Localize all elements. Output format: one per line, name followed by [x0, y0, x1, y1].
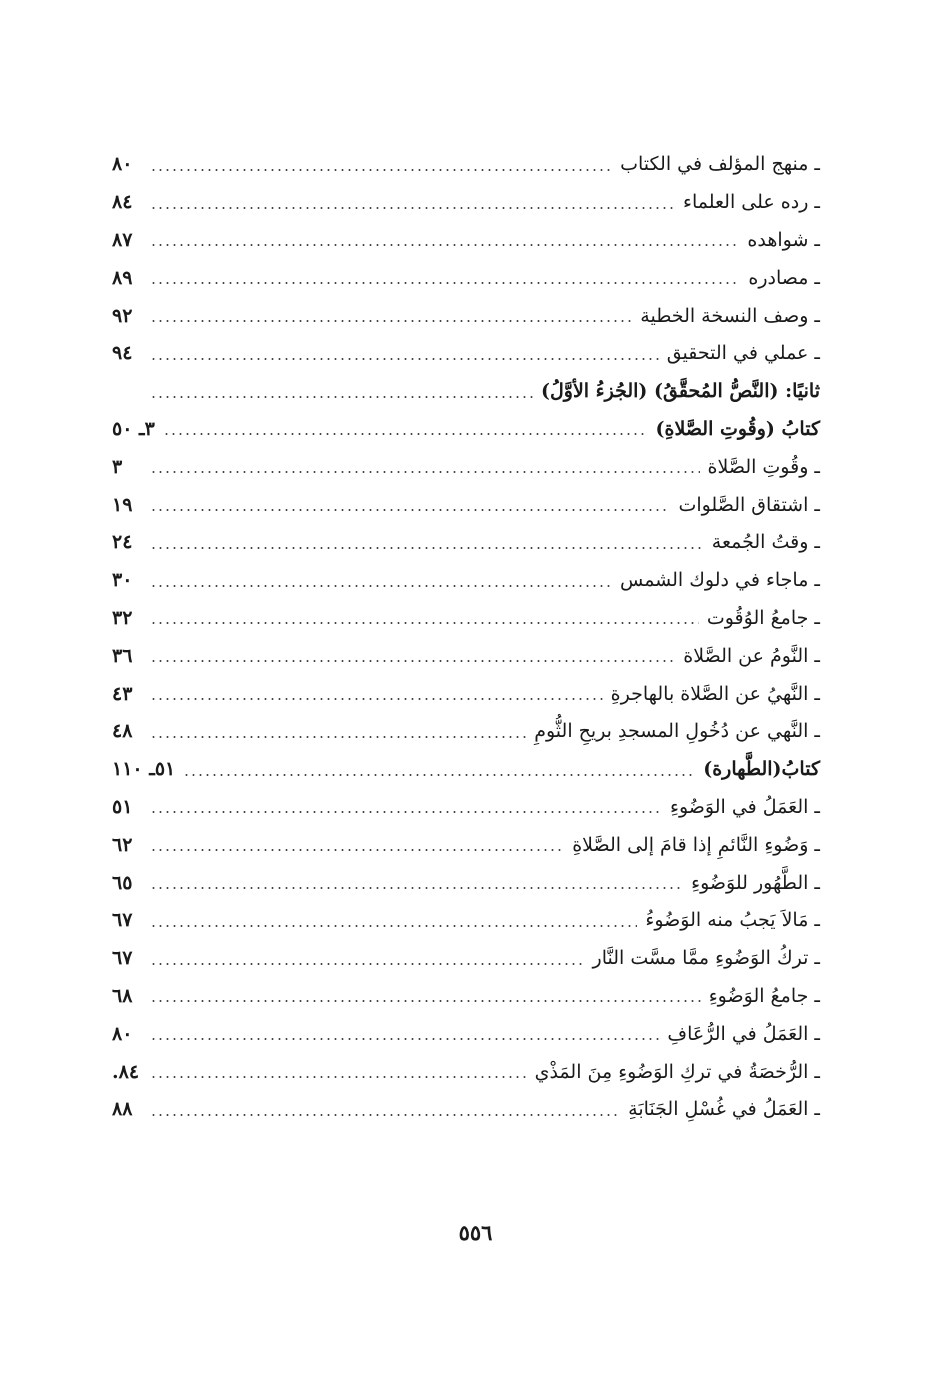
dot-leader	[150, 547, 704, 549]
dot-leader	[150, 887, 683, 889]
toc-entry	[112, 486, 820, 524]
dot-leader	[150, 358, 659, 360]
toc-entry	[112, 675, 820, 713]
toc-entry	[112, 335, 820, 373]
toc-entry-page: ٨٤.	[112, 1060, 140, 1083]
toc-entry-title: ـ النَّهي عن دُخُولِ المسجدِ بريحِ الثُّومِ	[534, 720, 820, 743]
dot-leader	[150, 622, 699, 624]
dot-leader	[150, 282, 740, 284]
toc-entry-title: ـ وقتُ الجُمعة	[711, 531, 820, 554]
toc-entry-title: كتابُ (وقُوتِ الصَّلاةِ)	[655, 417, 820, 440]
dot-leader	[150, 1076, 527, 1078]
toc-entry-page: ٦٧	[112, 947, 133, 970]
toc-entry-page: ٨٠	[112, 153, 133, 176]
toc-entry	[112, 1015, 820, 1053]
toc-entry-page: ٦٧	[112, 909, 133, 932]
toc-entry-title: ـ تركُ الوَضُوءِ ممَّا مسَّت النَّار	[592, 947, 820, 970]
page-number: ٥٥٦	[458, 1220, 493, 1245]
dot-leader	[150, 736, 526, 738]
toc-entry-title: ـ رده على العلماء	[683, 191, 820, 214]
dot-leader	[183, 774, 695, 776]
toc-entry-page: ٣٠	[112, 569, 133, 592]
toc-entry-page: ٤٣	[112, 682, 133, 705]
toc-entry-title: ـ جامعُ الوَضُوءِ	[708, 984, 820, 1007]
toc-entry	[112, 826, 820, 864]
toc-entry-title: ـ عملي في التحقيق	[666, 342, 820, 365]
toc-entry-title: ـ العَمَلُ في الوَضُوءِ	[670, 795, 820, 818]
toc-entry-title: ـ الرُّخصَةُ في تركِ الوَضُوءِ مِنَ المَذْي	[534, 1060, 820, 1083]
table-of-contents	[112, 146, 820, 1129]
toc-entry	[112, 297, 820, 335]
toc-entry-title: ـ الطَّهُور للوَضُوءِ	[691, 871, 820, 894]
toc-entry-title: ـ ماجاء في دلوك الشمس	[619, 569, 820, 592]
toc-section-heading	[112, 373, 820, 411]
toc-entry-page: ٤٨	[112, 720, 133, 743]
toc-entry	[112, 222, 820, 260]
toc-entry-title: ـ اشتقاق الصَّلوات	[678, 493, 820, 516]
dot-leader	[150, 244, 739, 246]
toc-section-heading	[112, 751, 820, 789]
toc-entry-page: ٨٤	[112, 191, 133, 214]
toc-entry-page: ٩٢	[112, 304, 133, 327]
toc-entry-page: ٨٩	[112, 266, 133, 289]
dot-leader	[150, 585, 612, 587]
toc-entry-page: ٦٢	[112, 833, 133, 856]
toc-entry-title: ثانيًا: (النَّصُّ المُحقَّقُ) (الجُزءُ الأوَّلُ)	[540, 380, 820, 403]
toc-entry	[112, 1053, 820, 1091]
toc-entry	[112, 978, 820, 1016]
toc-entry-title: ـ وصف النسخة الخطية	[640, 304, 820, 327]
dot-leader	[150, 925, 637, 927]
dot-leader	[163, 433, 648, 435]
toc-entry	[112, 864, 820, 902]
toc-entry-page: ٣ـ ٥٠	[112, 417, 155, 440]
toc-entry	[112, 1091, 820, 1129]
dot-leader	[150, 811, 662, 813]
toc-entry-title: كتابُ(الطَّهارة)	[703, 758, 820, 781]
toc-entry-title: ـ وَضُوءِ النَّائمِ إذا قامَ إلى الصَّلاةِ	[572, 833, 820, 856]
toc-entry	[112, 600, 820, 638]
toc-entry-page: ٨٠	[112, 1022, 133, 1045]
toc-entry-page: ٢٤	[112, 531, 133, 554]
toc-entry-page: ٣٢	[112, 606, 133, 629]
toc-entry-page: ٦٨	[112, 984, 133, 1007]
toc-entry-title: ـ منهج المؤلف في الكتاب	[620, 153, 820, 176]
toc-entry-title: ـ مصادره	[748, 266, 820, 289]
dot-leader	[150, 963, 585, 965]
dot-leader	[150, 698, 603, 700]
dot-leader	[150, 169, 612, 171]
toc-entry-title: ـ النَّومُ عن الصَّلاة	[683, 644, 820, 667]
toc-entry-title: ـ وقُوتِ الصَّلاة	[707, 455, 820, 478]
toc-entry-title: ـ النَّهيُ عن الصَّلاة بالهاجرةِ	[610, 682, 820, 705]
dot-leader	[150, 320, 632, 322]
dot-leader	[150, 207, 675, 209]
toc-entry	[112, 448, 820, 486]
toc-entry	[112, 259, 820, 297]
toc-entry-page: ٨٨	[112, 1098, 133, 1121]
toc-entry	[112, 713, 820, 751]
toc-entry-page: ٦٥	[112, 871, 133, 894]
toc-entry	[112, 524, 820, 562]
toc-entry-title: ـ شواهده	[747, 228, 820, 251]
toc-entry-page: ٩٤	[112, 342, 133, 365]
toc-entry-title: ـ مَالاَ يَجبُ منه الوَضُوءُ	[645, 909, 820, 932]
dot-leader	[150, 1114, 620, 1116]
toc-entry-title: ـ العَمَلُ في غُسْلِ الجَنَابَةِ	[628, 1098, 820, 1121]
toc-section-heading	[112, 411, 820, 449]
toc-entry-title: ـ العَمَلُ في الرُّعَافِ	[667, 1022, 820, 1045]
toc-entry	[112, 902, 820, 940]
toc-entry	[112, 562, 820, 600]
dot-leader	[150, 849, 564, 851]
dot-leader	[150, 660, 675, 662]
toc-entry-page: ٥١ـ ١١٠	[112, 758, 176, 781]
dot-leader	[150, 509, 670, 511]
toc-entry	[112, 789, 820, 827]
dot-leader	[150, 396, 533, 398]
toc-entry	[112, 940, 820, 978]
dot-leader	[150, 1000, 701, 1002]
toc-entry-page: ٥١	[112, 795, 133, 818]
toc-entry	[112, 184, 820, 222]
toc-entry-page: ٣	[112, 455, 123, 478]
toc-entry	[112, 146, 820, 184]
toc-entry-page: ١٩	[112, 493, 133, 516]
toc-entry-title: ـ جامعُ الوُقُوت	[706, 606, 820, 629]
toc-entry	[112, 637, 820, 675]
dot-leader	[150, 1038, 659, 1040]
toc-entry-page: ٨٧	[112, 228, 133, 251]
dot-leader	[150, 471, 700, 473]
toc-entry-page: ٣٦	[112, 644, 133, 667]
